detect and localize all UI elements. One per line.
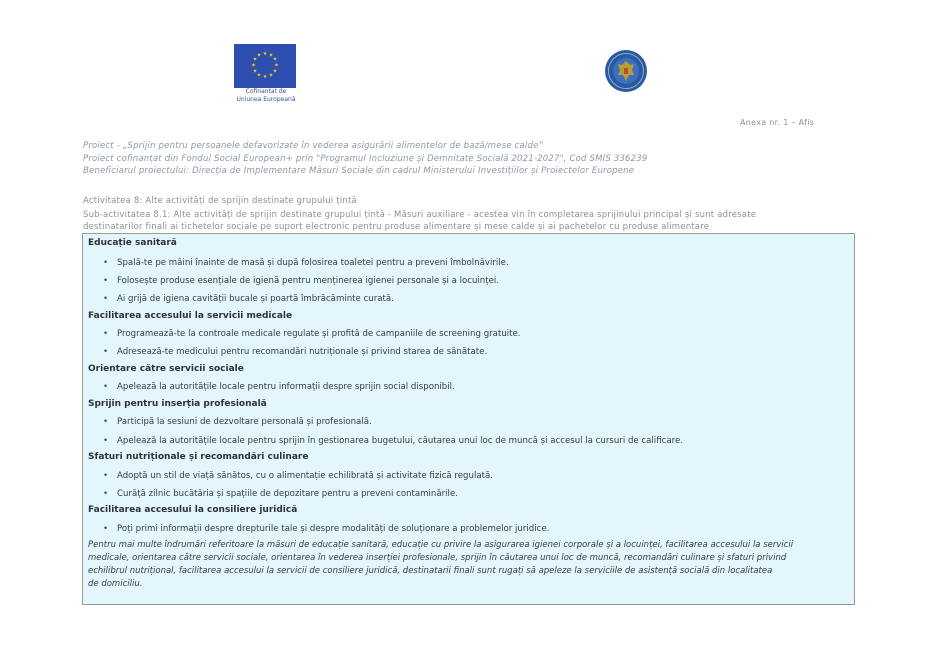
svg-text:★: ★ <box>256 52 262 59</box>
list-item-text: Adoptă un stil de viață sănătos, cu o alimentație echilibrată și activitate fizică regulată. <box>117 471 493 481</box>
list-item-text: Adresează-te medicului pentru recomandări nutriționale și privind starea de sănătate. <box>117 347 488 357</box>
list-item <box>103 471 493 481</box>
activity-title: Activitatea 8: Alte activități de sprijin destinate grupului țintă <box>83 196 357 206</box>
list-item <box>103 347 487 357</box>
bullet-icon: • <box>103 329 109 339</box>
project-beneficiary: Beneficiarul proiectului: Direcția de Implementare Măsuri Sociale din cadrul Ministerului Investițiilor și Proiectelor Europene <box>83 166 635 176</box>
bullet-icon: • <box>103 294 109 304</box>
svg-text:★: ★ <box>251 62 256 69</box>
eu-caption <box>218 88 314 104</box>
bullet-icon: • <box>103 347 109 357</box>
list-item-text: Ai grijă de igiena cavității bucale și poartă îmbrăcăminte curată. <box>117 294 394 304</box>
svg-text:★: ★ <box>252 56 258 63</box>
bullet-icon: • <box>103 382 109 392</box>
section-title: Facilitarea accesului la consiliere juridică <box>88 505 298 515</box>
bullet-icon: • <box>103 471 109 481</box>
closing-paragraph-line: Pentru mai multe îndrumări referitoare la măsuri de educație sanitară, educație cu privire la asigurarea igienei corporale și a locuinței, facilitarea accesului la servicii <box>88 540 794 550</box>
section-title: Orientare către servicii sociale <box>88 364 244 374</box>
svg-text:★: ★ <box>262 51 268 57</box>
bullet-icon: • <box>103 524 109 534</box>
svg-text:★: ★ <box>256 72 262 79</box>
eu-caption-line-2: Uniunea Europeană <box>236 96 296 103</box>
list-item <box>103 294 394 304</box>
svg-text:★: ★ <box>268 72 274 79</box>
list-item-text: Apelează la autoritățile locale pentru sprijin în gestionarea bugetului, căutarea unui loc de muncă și accesul la cursuri de calificare. <box>117 436 683 446</box>
section-title: Sprijin pentru inserția profesională <box>88 399 267 409</box>
closing-paragraph-line: echilibrul nutrițional, facilitarea accesului la servicii de consiliere juridică, destinatarii finali sunt rugați să apeleze la serviciile de asistență socială din localitatea <box>88 566 773 576</box>
list-item <box>103 276 499 286</box>
list-item-text: Folosește produse esențiale de igienă pentru menținerea igienei personale și a locuinței. <box>117 276 500 286</box>
section-title: Sfaturi nutriționale și recomandări culinare <box>88 452 309 462</box>
closing-paragraph-line: medicale, orientarea către servicii sociale, orientarea în vederea inserției profesionale, sprijin în căutarea unui loc de muncă, recomandări culinare și sfaturi privind <box>88 553 787 563</box>
list-item-text: Spală-te pe mâini înainte de masă și după folosirea toaletei pentru a preveni îmbolnăvirile. <box>117 258 509 268</box>
bullet-icon: • <box>103 258 109 268</box>
eu-flag-logo <box>234 44 296 88</box>
bullet-icon: • <box>103 436 109 446</box>
list-item <box>103 524 549 534</box>
project-title: Proiect - „Sprijin pentru persoanele defavorizate în vederea asigurării alimentelor de bază/mese calde” <box>83 141 544 151</box>
svg-text:★: ★ <box>274 62 279 69</box>
list-item-text: Participă la sesiuni de dezvoltare personală și profesională. <box>117 417 372 427</box>
annex-label: Anexa nr. 1 – Afiș <box>740 118 815 127</box>
list-item <box>103 417 372 427</box>
sub-activity-line-1: Sub-activitatea 8.1: Alte activități de sprijin destinate grupului țintă - Măsuri auxiliare - acestea vin în completarea sprijinului principal și sunt adresate <box>83 210 757 220</box>
svg-text:★: ★ <box>252 68 258 75</box>
section-title: Facilitarea accesului la servicii medicale <box>88 311 293 321</box>
svg-text:★: ★ <box>272 68 278 75</box>
section-title: Educație sanitară <box>88 238 177 248</box>
list-item-text: Curăță zilnic bucătăria și spațiile de depozitare pentru a preveni contaminările. <box>117 489 458 499</box>
list-item-text: Programează-te la controale medicale regulate și profită de campaniile de screening gratuite. <box>117 329 521 339</box>
list-item <box>103 382 455 392</box>
list-item-text: Poți primi informații despre drepturile tale și despre modalități de soluționare a problemelor juridice. <box>117 524 550 534</box>
eu-caption-line-1: Cofinanțat de <box>245 88 287 95</box>
svg-text:★: ★ <box>262 74 268 80</box>
list-item <box>103 329 521 339</box>
bullet-icon: • <box>103 489 109 499</box>
sub-activity-line-2: destinatarilor finali ai tichetelor sociale pe suport electronic pentru produse alimentare și mese calde și ai pachetelor cu produse alimentare <box>83 222 710 232</box>
list-item-text: Apelează la autoritățile locale pentru informații despre sprijin social disponibil. <box>117 382 455 392</box>
bullet-icon: • <box>103 417 109 427</box>
government-seal-logo <box>603 48 649 94</box>
svg-text:★: ★ <box>268 52 274 59</box>
project-funding: Proiect cofinanțat din Fondul Social European+ prin "Programul Incluziune și Demnitate Socială 2021-2027", Cod SMIS 336239 <box>83 154 648 164</box>
list-item <box>103 258 509 268</box>
list-item <box>103 436 683 446</box>
list-item <box>103 489 458 499</box>
closing-paragraph-line: de domiciliu. <box>88 579 143 589</box>
bullet-icon: • <box>103 276 109 286</box>
svg-text:★: ★ <box>272 56 278 63</box>
